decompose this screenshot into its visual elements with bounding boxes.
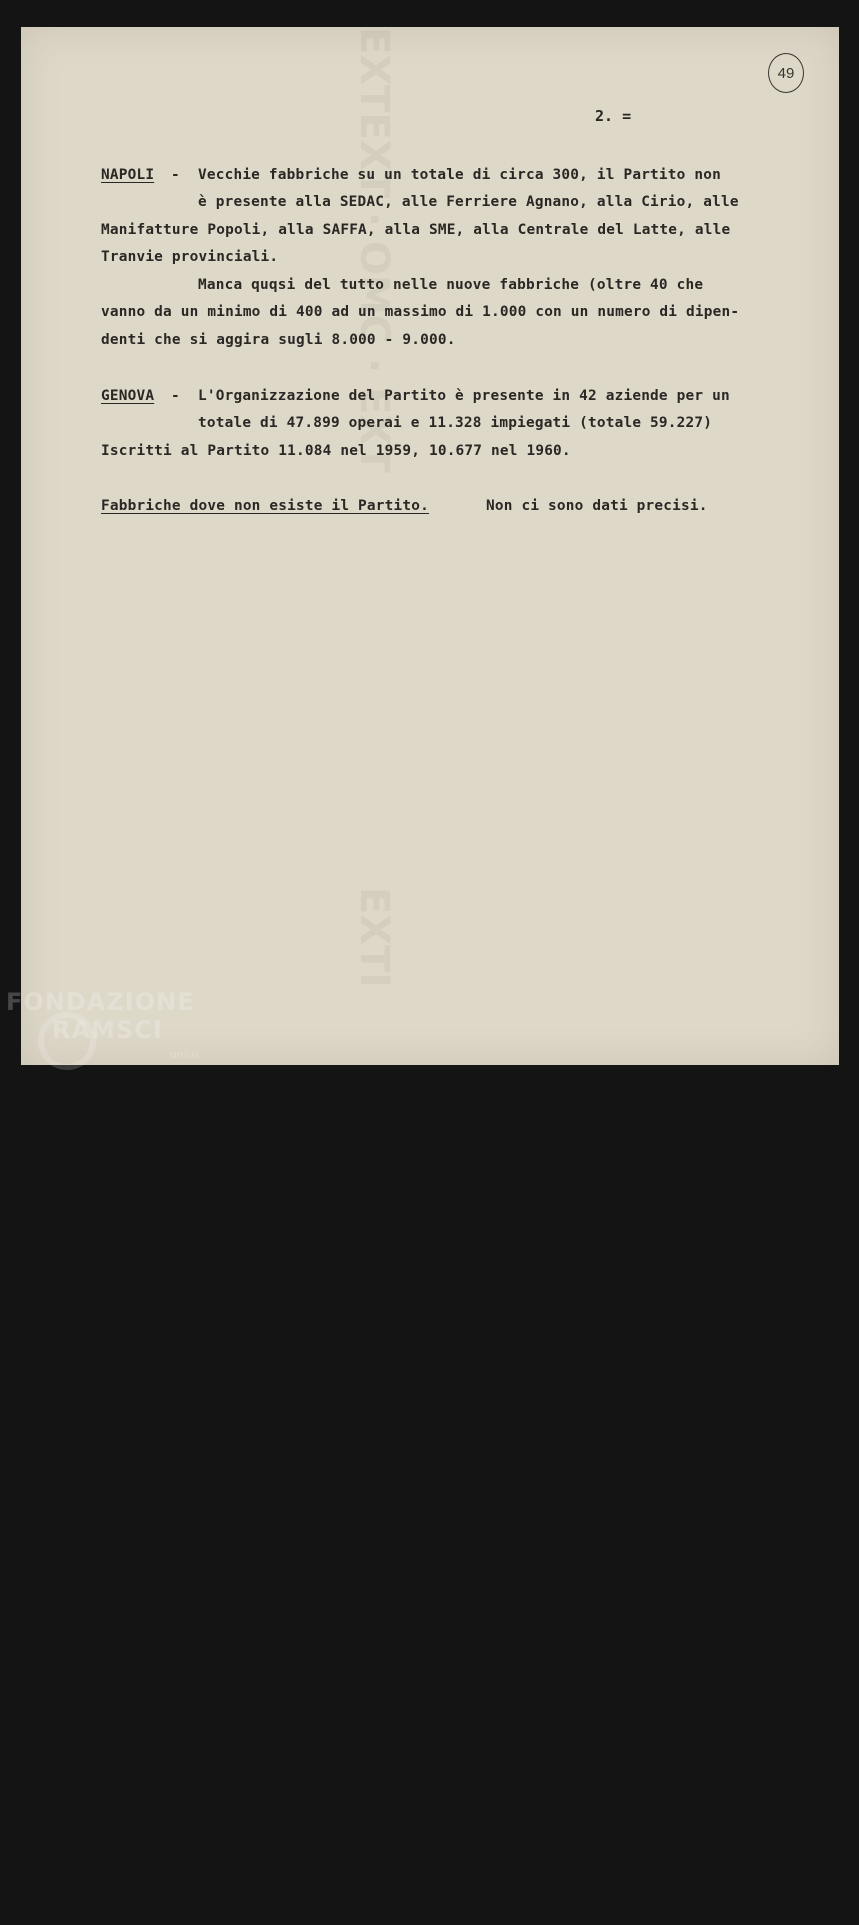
napoli-line-5: Manca quqsi del tutto nelle nuove fabbriche (oltre 40 che (198, 277, 704, 293)
fabbriche-text: Non ci sono dati precisi. (486, 498, 708, 514)
napoli-line-4: Tranvie provinciali. (101, 249, 279, 265)
fondazione-gramsci-logo (6, 988, 216, 1078)
folio-stamp: 49 (768, 53, 804, 93)
napoli-line-1: Vecchie fabbriche su un totale di circa 300, il Partito non (198, 167, 721, 183)
genova-line-1: L'Organizzazione del Partito è presente in 42 aziende per un (198, 388, 730, 404)
genova-line-2: totale di 47.899 operai e 11.328 impiegati (totale 59.227) (198, 415, 713, 431)
fabbriche-label: Fabbriche dove non esiste il Partito. (101, 498, 429, 514)
logo-line-2: RAMSCI (52, 1016, 163, 1044)
napoli-dash: - (171, 167, 180, 183)
watermark-lower: EXTI (351, 887, 397, 988)
document-page (21, 27, 839, 1065)
napoli-line-7: denti che si aggira sugli 8.000 - 9.000. (101, 332, 456, 348)
genova-label: GENOVA (101, 388, 155, 404)
genova-line-3: Iscritti al Partito 11.084 nel 1959, 10.677 nel 1960. (101, 443, 571, 459)
logo-line-3: onlus (170, 1048, 200, 1061)
napoli-line-6: vanno da un minimo di 400 ad un massimo di 1.000 con un numero di dipen- (101, 304, 740, 320)
napoli-line-2: è presente alla SEDAC, alle Ferriere Agnano, alla Cirio, alle (198, 194, 739, 210)
logo-line-1: FONDAZIONE (6, 988, 195, 1016)
napoli-line-3: Manifatture Popoli, alla SAFFA, alla SME, alla Centrale del Latte, alle (101, 222, 731, 238)
napoli-label: NAPOLI (101, 167, 155, 183)
page-number: 2. = (595, 107, 632, 125)
genova-dash: - (171, 388, 180, 404)
watermark: EXTEXT · OMC · EXT (351, 27, 397, 473)
